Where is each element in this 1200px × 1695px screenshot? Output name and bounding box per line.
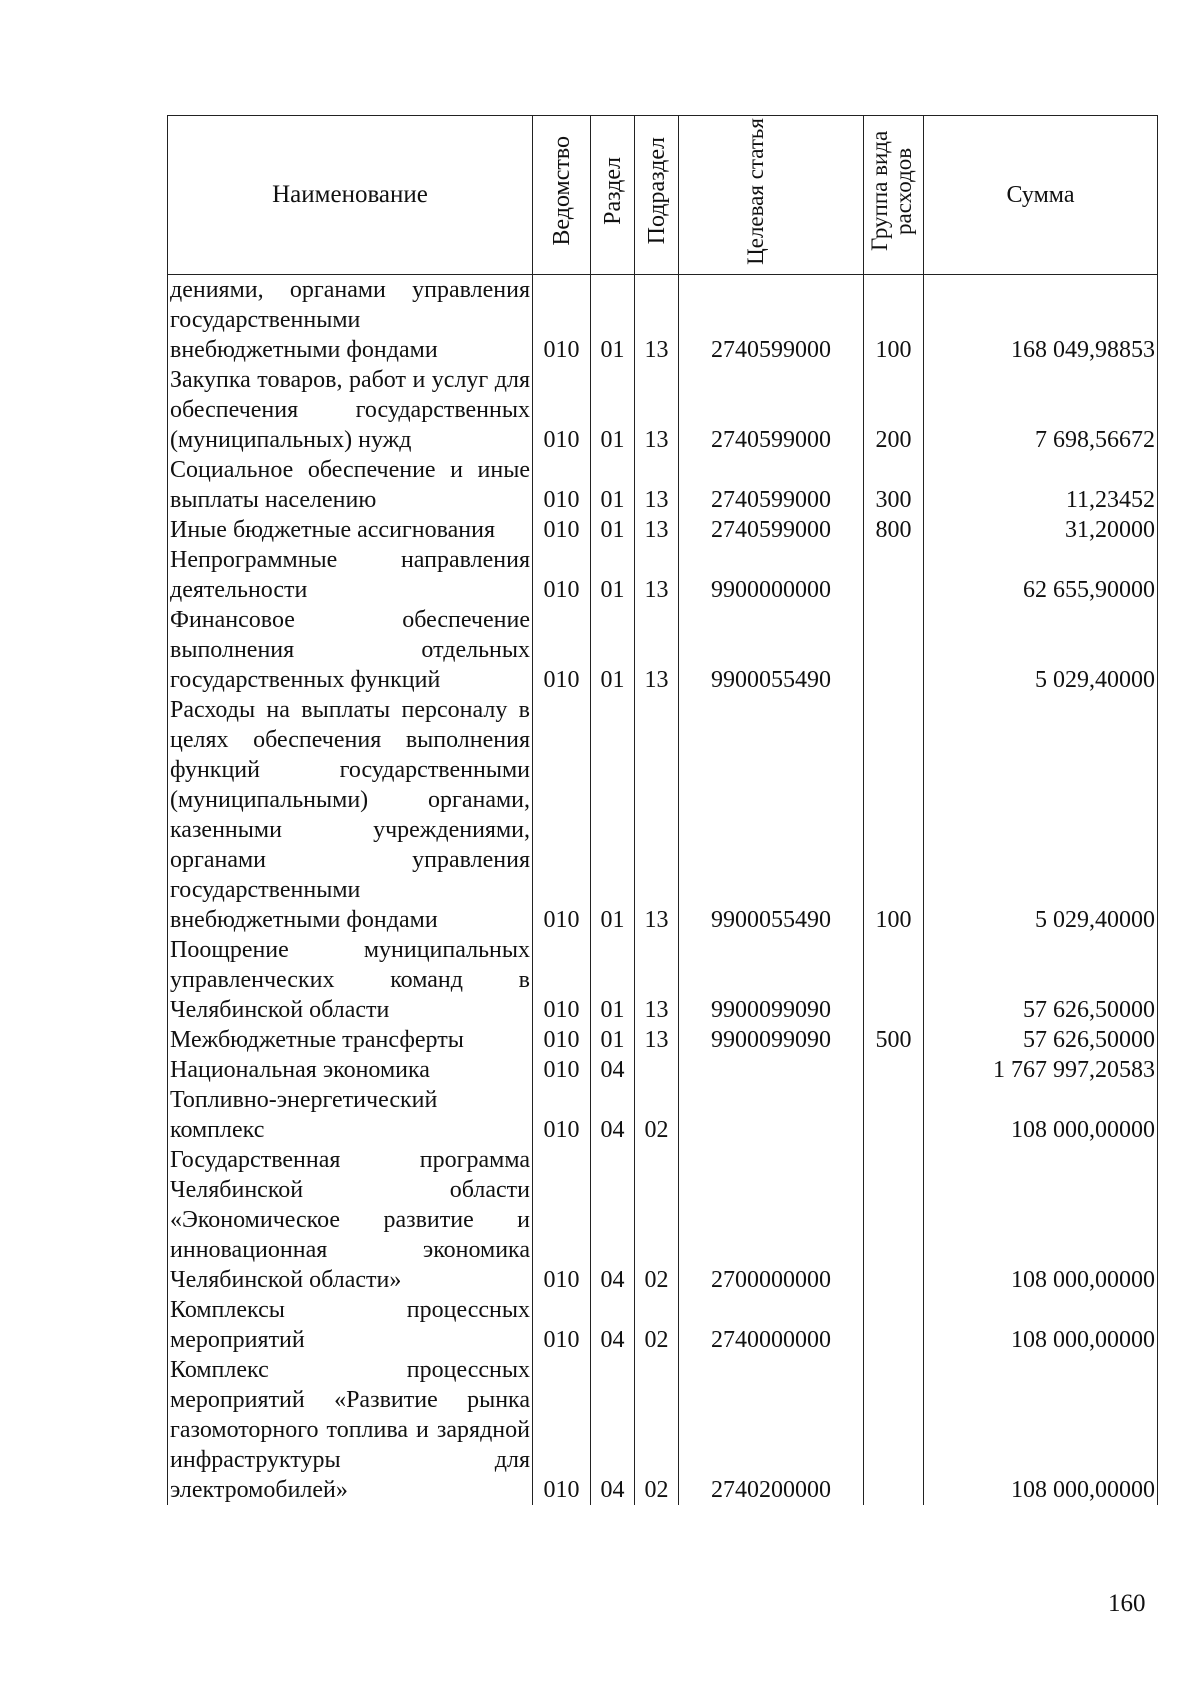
cell-name: Поощрение муниципальных управленческих команд в Челябинской области xyxy=(168,935,533,1025)
budget-table xyxy=(167,115,1158,1505)
cell-name: Национальная экономика xyxy=(168,1055,533,1085)
cell-name: Иные бюджетные ассигнования xyxy=(168,515,533,545)
cell-ved: 010 xyxy=(533,1055,591,1085)
cell-celevaya: 2700000000 xyxy=(679,1145,864,1295)
cell-name: Комплекс процессных мероприятий «Развитие рынка газомоторного топлива и зарядной инфраструктуры для электромобилей» xyxy=(168,1355,533,1505)
cell-razdel: 04 xyxy=(591,1145,635,1295)
cell-ved: 010 xyxy=(533,545,591,605)
cell-celevaya: 2740000000 xyxy=(679,1295,864,1355)
cell-podrazdel: 13 xyxy=(635,1025,679,1055)
cell-name: дениями, органами управления государственными внебюджетными фондами xyxy=(168,275,533,366)
cell-summa: 108 000,00000 xyxy=(924,1145,1158,1295)
cell-gruppa xyxy=(864,1145,924,1295)
cell-ved: 010 xyxy=(533,935,591,1025)
table-row xyxy=(168,275,1158,366)
cell-podrazdel: 13 xyxy=(635,605,679,695)
table-row xyxy=(168,1295,1158,1355)
cell-summa: 11,23452 xyxy=(924,455,1158,515)
table-row xyxy=(168,545,1158,605)
cell-summa: 1 767 997,20583 xyxy=(924,1055,1158,1085)
cell-podrazdel: 13 xyxy=(635,365,679,455)
cell-podrazdel xyxy=(635,1055,679,1085)
cell-celevaya: 2740599000 xyxy=(679,515,864,545)
header-podrazdel-label: Подраздел xyxy=(643,137,670,245)
table-row xyxy=(168,695,1158,935)
cell-summa: 108 000,00000 xyxy=(924,1355,1158,1505)
cell-celevaya: 9900055490 xyxy=(679,605,864,695)
table-row xyxy=(168,1055,1158,1085)
cell-summa: 62 655,90000 xyxy=(924,545,1158,605)
cell-ved: 010 xyxy=(533,1145,591,1295)
cell-podrazdel: 13 xyxy=(635,515,679,545)
cell-razdel: 01 xyxy=(591,605,635,695)
table-row xyxy=(168,1025,1158,1055)
table-row xyxy=(168,515,1158,545)
header-gruppa-label: Группа вида расходов xyxy=(866,130,916,252)
cell-razdel: 01 xyxy=(591,275,635,366)
cell-ved: 010 xyxy=(533,515,591,545)
cell-podrazdel: 02 xyxy=(635,1145,679,1295)
table-row xyxy=(168,1085,1158,1145)
cell-summa: 5 029,40000 xyxy=(924,695,1158,935)
cell-gruppa: 100 xyxy=(864,275,924,366)
cell-name: Расходы на выплаты персоналу в целях обеспечения выполнения функций государственными (муниципальными) органами, казенными учреждениями, органами управления государственными внебюджетными фондами xyxy=(168,695,533,935)
cell-name: Межбюджетные трансферты xyxy=(168,1025,533,1055)
cell-razdel: 01 xyxy=(591,455,635,515)
cell-gruppa: 800 xyxy=(864,515,924,545)
header-gruppa xyxy=(864,116,924,275)
cell-celevaya: 9900000000 xyxy=(679,545,864,605)
header-ved xyxy=(533,116,591,275)
table-row xyxy=(168,455,1158,515)
cell-razdel: 01 xyxy=(591,365,635,455)
cell-gruppa: 500 xyxy=(864,1025,924,1055)
cell-razdel: 01 xyxy=(591,695,635,935)
cell-podrazdel: 13 xyxy=(635,455,679,515)
cell-name: Закупка товаров, работ и услуг для обеспечения государственных (муниципальных) нужд xyxy=(168,365,533,455)
cell-celevaya: 9900099090 xyxy=(679,1025,864,1055)
cell-celevaya: 2740599000 xyxy=(679,455,864,515)
cell-celevaya: 9900099090 xyxy=(679,935,864,1025)
cell-razdel: 01 xyxy=(591,545,635,605)
cell-ved: 010 xyxy=(533,1025,591,1055)
cell-razdel: 01 xyxy=(591,1025,635,1055)
cell-ved: 010 xyxy=(533,1085,591,1145)
cell-podrazdel: 02 xyxy=(635,1085,679,1145)
cell-name: Комплексы процессных мероприятий xyxy=(168,1295,533,1355)
cell-gruppa xyxy=(864,605,924,695)
header-razdel-label: Раздел xyxy=(599,157,626,225)
cell-ved: 010 xyxy=(533,605,591,695)
cell-razdel: 04 xyxy=(591,1085,635,1145)
table-header xyxy=(168,116,1158,275)
table-row xyxy=(168,365,1158,455)
header-podrazdel xyxy=(635,116,679,275)
cell-ved: 010 xyxy=(533,275,591,366)
cell-summa: 7 698,56672 xyxy=(924,365,1158,455)
cell-razdel: 04 xyxy=(591,1355,635,1505)
cell-summa: 108 000,00000 xyxy=(924,1295,1158,1355)
header-celevaya-label: Целевая статья xyxy=(743,117,768,265)
cell-celevaya: 2740200000 xyxy=(679,1355,864,1505)
cell-razdel: 04 xyxy=(591,1055,635,1085)
cell-gruppa xyxy=(864,1355,924,1505)
cell-summa: 108 000,00000 xyxy=(924,1085,1158,1145)
cell-podrazdel: 13 xyxy=(635,695,679,935)
cell-ved: 010 xyxy=(533,695,591,935)
cell-podrazdel: 02 xyxy=(635,1295,679,1355)
cell-name: Топливно-энергетический комплекс xyxy=(168,1085,533,1145)
table-row xyxy=(168,605,1158,695)
cell-name: Финансовое обеспечение выполнения отдельных государственных функций xyxy=(168,605,533,695)
cell-celevaya: 9900055490 xyxy=(679,695,864,935)
cell-name: Непрограммные направления деятельности xyxy=(168,545,533,605)
cell-podrazdel: 13 xyxy=(635,935,679,1025)
cell-summa: 5 029,40000 xyxy=(924,605,1158,695)
cell-podrazdel: 13 xyxy=(635,275,679,366)
cell-celevaya xyxy=(679,1055,864,1085)
cell-gruppa xyxy=(864,935,924,1025)
cell-ved: 010 xyxy=(533,455,591,515)
header-summa: Сумма xyxy=(924,116,1158,275)
cell-gruppa xyxy=(864,1055,924,1085)
cell-gruppa: 300 xyxy=(864,455,924,515)
header-ved-label: Ведомство xyxy=(548,136,575,246)
cell-celevaya xyxy=(679,1085,864,1145)
cell-ved: 010 xyxy=(533,365,591,455)
cell-ved: 010 xyxy=(533,1355,591,1505)
cell-celevaya: 2740599000 xyxy=(679,275,864,366)
cell-summa: 57 626,50000 xyxy=(924,935,1158,1025)
cell-name: Социальное обеспечение и иные выплаты населению xyxy=(168,455,533,515)
cell-gruppa xyxy=(864,1295,924,1355)
table-row xyxy=(168,1355,1158,1505)
cell-summa: 57 626,50000 xyxy=(924,1025,1158,1055)
cell-celevaya: 2740599000 xyxy=(679,365,864,455)
cell-ved: 010 xyxy=(533,1295,591,1355)
header-celevaya xyxy=(679,116,864,275)
page-number: 160 xyxy=(1108,1590,1146,1617)
cell-gruppa xyxy=(864,545,924,605)
cell-name: Государственная программа Челябинской области «Экономическое развитие и инновационная экономика Челябинской области» xyxy=(168,1145,533,1295)
cell-podrazdel: 02 xyxy=(635,1355,679,1505)
cell-summa: 31,20000 xyxy=(924,515,1158,545)
cell-razdel: 04 xyxy=(591,1295,635,1355)
cell-gruppa: 200 xyxy=(864,365,924,455)
table-row xyxy=(168,935,1158,1025)
cell-summa: 168 049,98853 xyxy=(924,275,1158,366)
cell-gruppa xyxy=(864,1085,924,1145)
header-razdel xyxy=(591,116,635,275)
cell-gruppa: 100 xyxy=(864,695,924,935)
header-name: Наименование xyxy=(168,116,533,275)
table-body xyxy=(168,275,1158,1506)
cell-podrazdel: 13 xyxy=(635,545,679,605)
table-row xyxy=(168,1145,1158,1295)
cell-razdel: 01 xyxy=(591,515,635,545)
cell-razdel: 01 xyxy=(591,935,635,1025)
